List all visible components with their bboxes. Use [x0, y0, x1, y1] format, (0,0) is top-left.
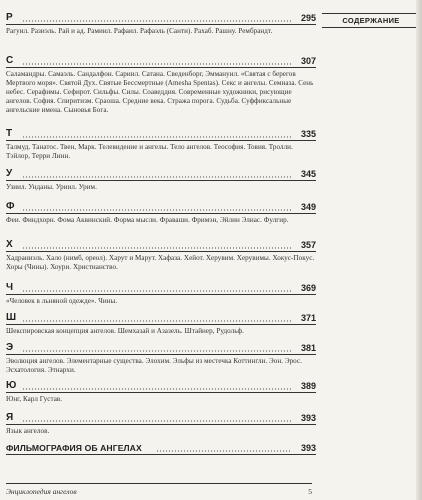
dot-leader [22, 247, 292, 249]
section-terms: Эволюция ангелов. Элементарные существа. Элохим. Эльфы из местечка Коттингли. Эон. Эрос. Эсхатология. Этнархи. [6, 357, 302, 374]
toc-entry-yu [6, 381, 316, 404]
toc-entry-kh [6, 240, 316, 272]
section-letter: Т [6, 128, 13, 139]
toc-entry-e [6, 343, 316, 375]
dot-leader [22, 320, 292, 322]
dot-leader [22, 209, 292, 211]
toc-entry-u [6, 169, 316, 192]
toc-entry-s [6, 56, 316, 115]
footer-page-number: 5 [308, 487, 312, 496]
dot-leader [22, 290, 292, 292]
dot-leader [22, 388, 292, 390]
section-terms: Шекспировская концепция ангелов. Шемхазай и Азазель. Штайнер, Рудольф. [6, 327, 244, 335]
section-letter: Р [6, 12, 13, 23]
page-footer [6, 483, 312, 498]
toc-entry-filmography [6, 443, 316, 455]
section-letter: Х [6, 239, 13, 250]
page-number: 349 [300, 202, 316, 212]
page-number: 389 [300, 381, 316, 391]
section-terms: Язык ангелов. [6, 427, 50, 435]
dot-leader [22, 63, 292, 65]
section-letter: Ш [6, 312, 17, 323]
dot-leader [22, 350, 292, 352]
toc-entry-ch [6, 283, 316, 306]
section-terms: Саламандры. Самаэль. Сандалфон. Сариил. Сатана. Сведенборг, Эммануил. «Святая с берегов Мертвого моря». Святой Дух. Святые Бессмертные (Amesha Spentas). Секс и ангелы. Семиаза. Сень небес. Серафимы. Сефирот. Сильфы. Силы. Соаведдия. Современные художники, рисующие ангелов. София. Спиритизм. Сраоша. Средние века. Стража порога. Судьба. Суффиксальные ангельские имена. Сыновья Бога. [6, 70, 314, 114]
page-number: 295 [300, 13, 316, 23]
section-terms: «Человек в льняной одежде». Чины. [6, 297, 118, 305]
page-number: 393 [300, 443, 316, 453]
section-letter: У [6, 168, 13, 179]
toc-entry-ya [6, 413, 316, 436]
page-number: 345 [300, 169, 316, 179]
footer-book-title: Энциклопедия ангелов [6, 487, 77, 496]
toc-entry-r [6, 13, 316, 36]
section-letter: Я [6, 412, 14, 423]
page-number: 393 [300, 413, 316, 423]
section-terms: Узиил. Унданы. Уриил. Урим. [6, 183, 97, 191]
dot-leader [22, 136, 292, 138]
page-number: 335 [300, 129, 316, 139]
section-letter: Ф [6, 201, 15, 212]
toc-entry-sh [6, 313, 316, 336]
section-letter: Ю [6, 380, 17, 391]
toc-entry-f [6, 202, 316, 225]
section-letter: Э [6, 342, 14, 353]
page-edge-shadow [416, 0, 422, 500]
section-terms: Хадраниэль. Хало (нимб, ореол). Харут и Марут. Хафаза. Хейот. Херувим. Херувимы. Хокус-Покус. Хоры (Чины). Хоури. Христианство. [6, 254, 315, 271]
page-number: 307 [300, 56, 316, 66]
dot-leader [156, 450, 292, 452]
section-terms: Феи. Финдхорн. Фома Аквинский. Форма мысли. Фраваши. Фримэн, Эйлин Элиас. Фулгир. [6, 216, 289, 224]
page-number: 369 [300, 283, 316, 293]
page-number: 371 [300, 313, 316, 323]
filmography-title: ФИЛЬМОГРАФИЯ ОБ АНГЕЛАХ [6, 443, 142, 453]
toc-entry-t [6, 129, 316, 161]
section-terms: Рагуил. Разиэль. Рай и ад. Рамиил. Рафаил. Рафаэль (Санти). Рахаб. Рашну. Рембрандт. [6, 27, 273, 35]
dot-leader [22, 176, 292, 178]
dot-leader [22, 20, 292, 22]
section-terms: Юнг, Карл Густав. [6, 395, 63, 403]
section-letter: С [6, 55, 14, 66]
contents-heading: СОДЕРЖАНИЕ [322, 13, 420, 28]
section-letter: Ч [6, 282, 14, 293]
page-number: 381 [300, 343, 316, 353]
page-number: 357 [300, 240, 316, 250]
dot-leader [22, 420, 292, 422]
section-terms: Талмуд. Танатос. Твен, Марк. Телевидение и ангелы. Тело ангелов. Теософия. Товия. Тролли. Тэйлор, Терри Линн. [6, 143, 293, 160]
